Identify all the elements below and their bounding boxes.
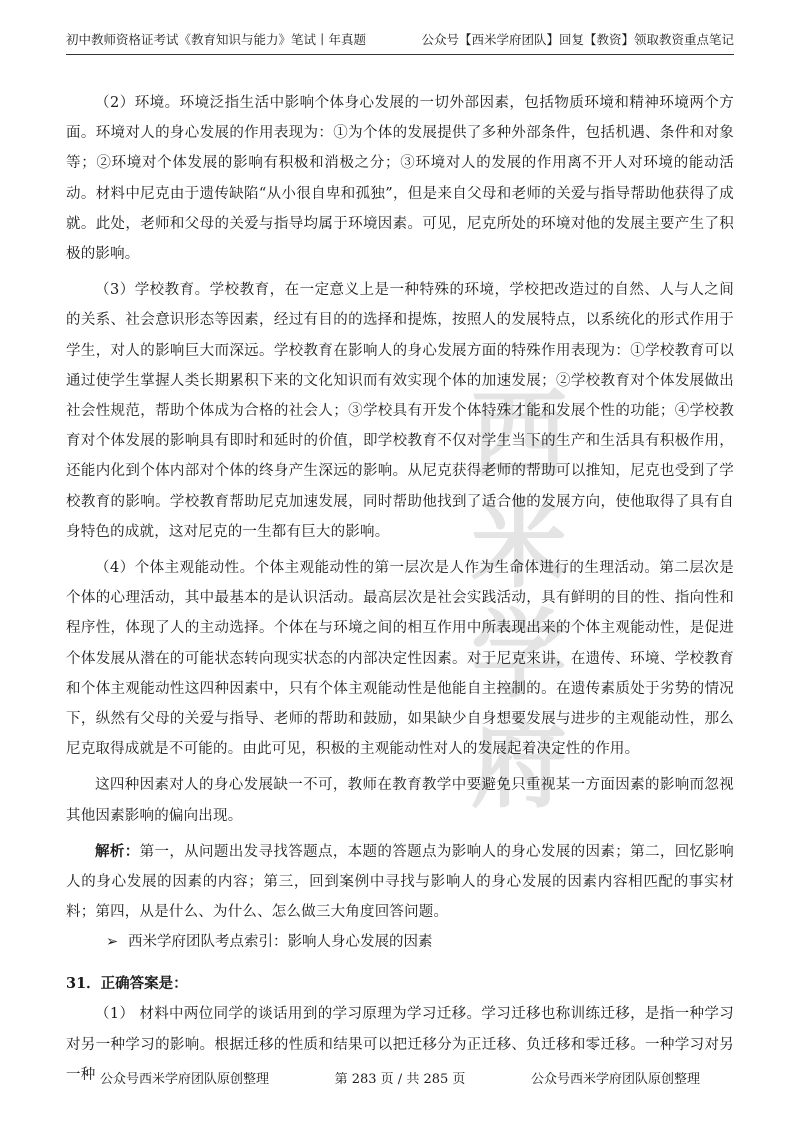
document-body	[66, 88, 734, 1090]
analysis-text: 第一，从问题出发寻找答题点，本题的答题点为影响人的身心发展的因素；第二，回忆影响人的身心发展的因素的内容；第三，回到案例中寻找与影响人的身心发展的因素内容相匹配的事实材料；第四，从是什么、为什么、怎么做三大角度回答问题。	[66, 843, 734, 921]
paragraph-analysis	[66, 837, 734, 928]
bullet-index	[66, 927, 734, 957]
footer-right-text: 公众号西米学府团队原创整理	[530, 1072, 700, 1087]
paragraph-subjective-initiative: （4）个体主观能动性。个体主观能动性的第一层次是人作为生命体进行的生理活动。第二层次是个体的心理活动，其中最基本的是认识活动。最高层次是社会实践活动，具有鲜明的目的性、指向性和程序性，体现了人的主动选择。个体在与环境之间的相互作用中所表现出来的个体主观能动性，是促进个体发展从潜在的可能状态转向现实状态的内部决定性因素。对于尼克来讲，在遗传、环境、学校教育和个体主观能动性这四种因素中，只有个体主观能动性是他能自主控制的。在遗传素质处于劣势的情况下，纵然有父母的关爱与指导、老师的帮助和鼓励，如果缺少自身想要发展与进步的主观能动性，那么尼克取得成就是不可能的。由此可见，积极的主观能动性对人的发展起着决定性的作用。	[66, 560, 734, 758]
header-title: 初中教师资格证考试《教育知识与能力》笔试丨年真题	[66, 32, 367, 47]
paragraph-environment: （2）环境。环境泛指生活中影响个体身心发展的一切外部因素，包括物质环境和精神环境两个方面。环境对人的身心发展的作用表现为：①为个体的发展提供了多种外部条件，包括机遇、条件和对象等；②环境对个体发展的影响有积极和消极之分；③环境对人的发展的作用离不开人对环境的能动活动。材料中尼克由于遗传缺陷“从小很自卑和孤独”，但是来自父母和老师的关爱与指导帮助他获得了成就。此处，老师和父母的关爱与指导均属于环境因素。可见，尼克所处的环境对他的发展主要产生了积极的影响。	[66, 95, 734, 263]
page-number: 第 283 页 / 共 285 页	[334, 1072, 466, 1087]
arrow-bullet-icon: ➢	[106, 934, 119, 951]
answer-heading: 31．正确答案是：	[66, 975, 188, 993]
paragraph-school-education: （3）学校教育。学校教育，在一定意义上是一种特殊的环境，学校把改造过的自然、人与人之间的关系、社会意识形态等因素，经过有目的的选择和提炼，按照人的发展特点，以系统化的形式作用于学生，对人的影响巨大而深远。学校教育在影响人的身心发展方面的特殊作用表现为：①学校教育可以通过使学生掌握人类长期累积下来的文化知识而有效实现个体的加速发展；②学校教育对个体发展做出社会性规范，帮助个体成为合格的社会人；③学校具有开发个体特殊才能和发展个性的功能；④学校教育对个体发展的影响具有即时和延时的价值，即学校教育不仅对学生当下的生产和生活具有积极作用，还能内化到个体内部对个体的终身产生深远的影响。从尼克获得老师的帮助可以推知，尼克也受到了学校教育的影响。学校教育帮助尼克加速发展，同时帮助他找到了适合他的发展方向，使他取得了具有自身特色的成就，这对尼克的一生都有巨大的影响。	[66, 282, 734, 540]
analysis-label: 解析：	[95, 842, 140, 860]
page-header	[66, 26, 734, 55]
paragraph-summary: 这四种因素对人的身心发展缺一不可，教师在教育教学中要避免只重视某一方面因素的影响而忽视其他因素影响的偏向出现。	[66, 777, 734, 824]
page-footer	[66, 1070, 734, 1090]
paragraph-learning-transfer: （1） 材料中两位同学的谈话用到的学习原理为学习迁移。学习迁移也称训练迁移，是指一种学习对另一种学习的影响。根据迁移的性质和结果可以把迁移分为正迁移、负迁移和零迁移。一种学习对另一种	[66, 1006, 734, 1083]
footer-left-text: 公众号西米学府团队原创整理	[100, 1072, 270, 1087]
header-promo: 公众号【西米学府团队】回复【教资】领取教资重点笔记	[421, 32, 734, 47]
bullet-text: 西米学府团队考点索引：影响人身心发展的因素	[128, 934, 433, 951]
watermark-logo: 西米 学府	[471, 379, 567, 821]
